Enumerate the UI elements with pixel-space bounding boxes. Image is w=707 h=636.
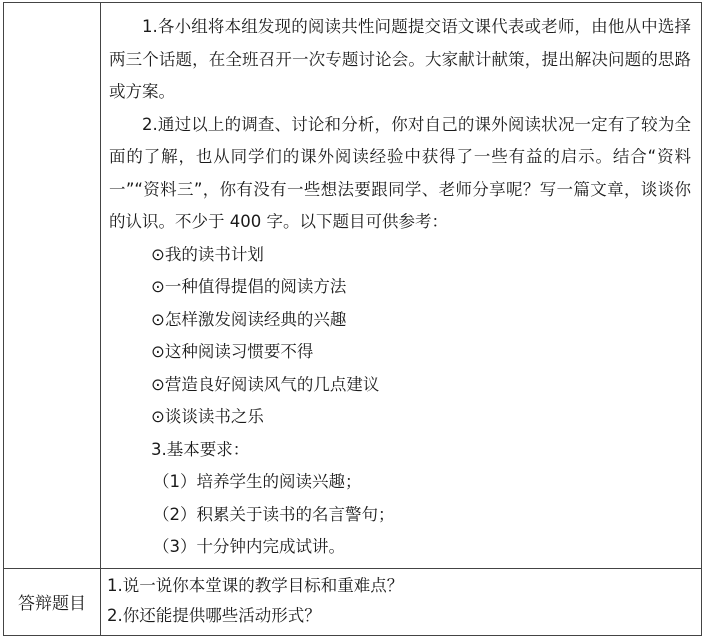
task-paragraph-1: 1.各小组将本组发现的阅读共性问题提交语文课代表或老师，由他从中选择两三个话题，在全班召开一次专题讨论会。大家献计献策，提出解决问题的思路或方案。 [109,17,691,101]
task-content-cell [101,3,702,569]
requirement-item: （3）十分钟内完成试讲。 [153,537,345,556]
topic-item: ⊙一种值得提倡的阅读方法 [151,277,347,296]
task-content [101,3,701,568]
topic-item: ⊙这种阅读习惯要不得 [151,342,314,361]
defense-content-cell [101,568,702,635]
empty-label-cell [4,3,101,569]
topic-item: ⊙怎样激发阅读经典的兴趣 [151,309,347,329]
table-row-task [4,3,702,569]
requirement-item: （2）积累关于读书的名言警句； [153,504,395,524]
task-paragraph-2: 2.通过以上的调查、讨论和分析，你对自己的课外阅读状况一定有了较为全面的了解，也从同学们的课外阅读经验中获得了一些有益的启示。结合“资料一”“资料三”，你有没有一些想法要跟同学、老师分享呢？写一篇文章，谈谈你的认识。不少于 400 字。以下题目可供参考： [109,114,691,231]
table-row-defense [4,568,702,635]
document-table [3,2,702,636]
topic-item: ⊙我的读书计划 [151,244,264,264]
requirement-item: （1）培养学生的阅读兴趣； [153,472,362,491]
defense-questions [101,569,701,635]
topic-item: ⊙谈谈读书之乐 [151,407,264,426]
defense-question: 1.说一说你本堂课的教学目标和重难点？ [107,575,404,595]
defense-label: 答辩题目 [4,568,101,635]
defense-question: 2.你还能提供哪些活动形式？ [107,605,321,625]
topic-item: ⊙营造良好阅读风气的几点建议 [151,374,380,394]
requirements-title: 3.基本要求： [151,439,250,459]
